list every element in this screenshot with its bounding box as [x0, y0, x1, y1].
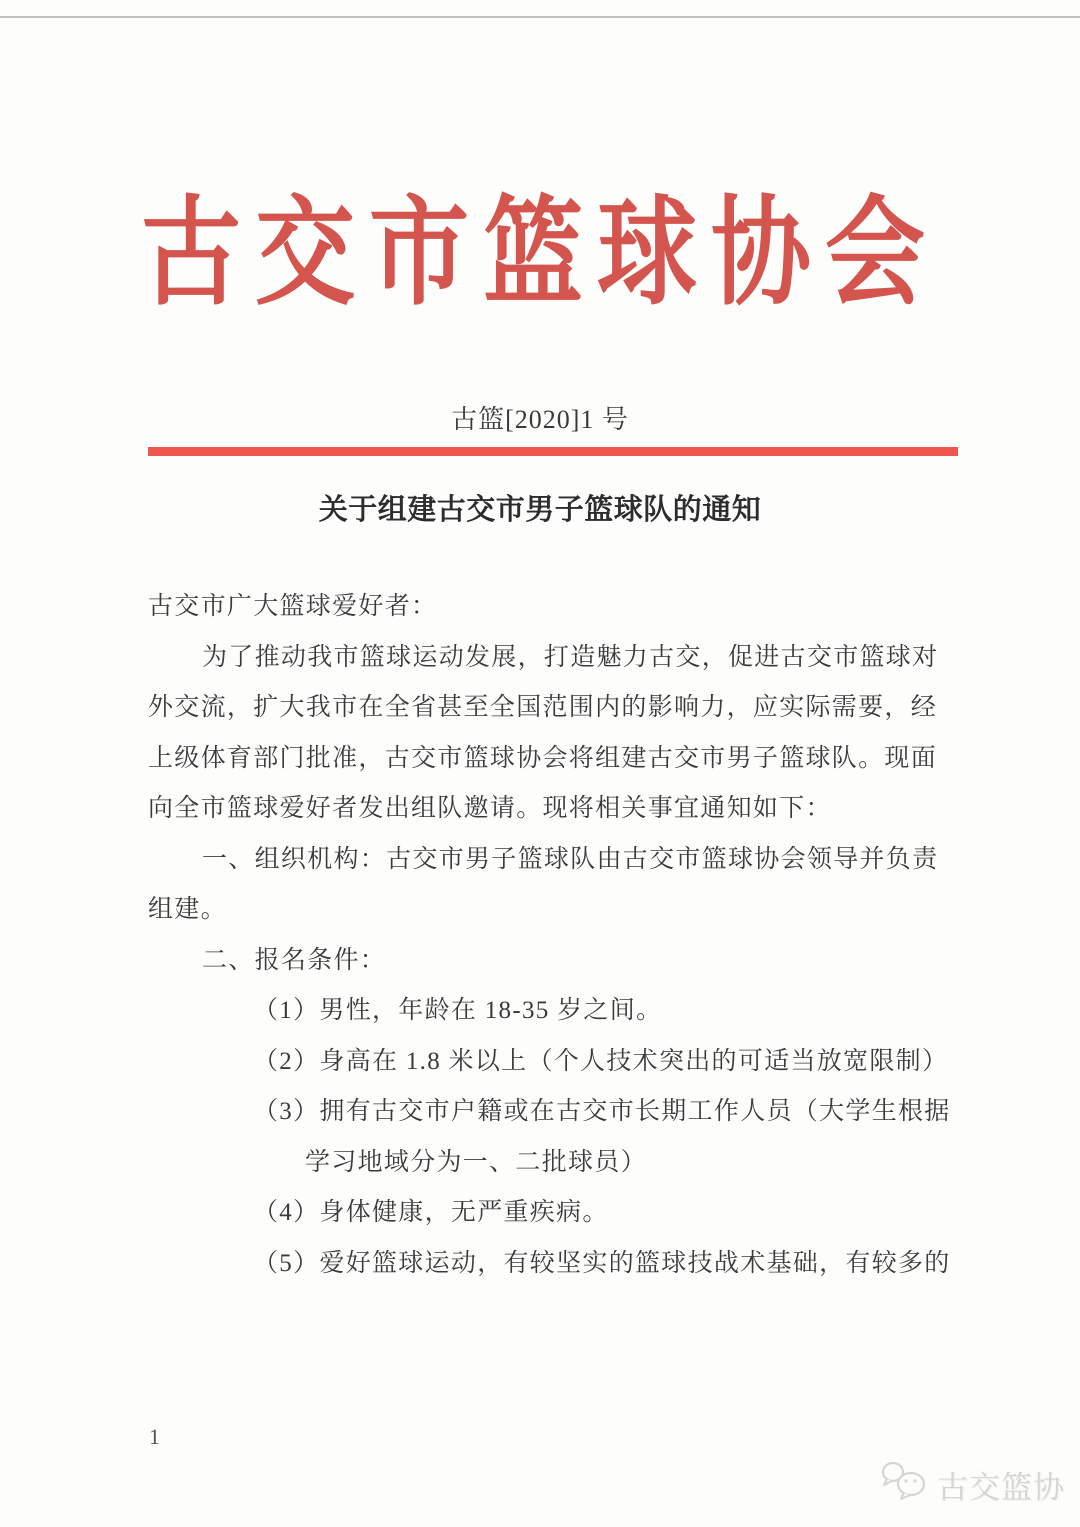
- wechat-icon: [880, 1459, 932, 1509]
- document-number: 古篮[2020]1 号: [451, 405, 629, 434]
- body-line: （1）男性，年龄在 18-35 岁之间。: [253, 997, 663, 1024]
- body-line: 二、报名条件：: [202, 946, 387, 974]
- body-line: 为了推动我市篮球运动发展，打造魅力古交，促进古交市篮球对: [202, 643, 939, 671]
- red-divider-line: [148, 447, 958, 456]
- body-line: 向全市篮球爱好者发出组队邀请。现将相关事宜通知如下：: [148, 795, 832, 822]
- document-body: [148, 582, 951, 1289]
- body-line: 古交市广大篮球爱好者：: [148, 593, 438, 620]
- body-line: （5）爱好篮球运动，有较坚实的篮球技战术基础，有较多的: [253, 1249, 951, 1277]
- body-line: 学习地域分为一、二批球员）: [305, 1148, 647, 1176]
- body-line: 一、组织机构：古交市男子篮球队由古交市篮球协会领导并负责: [202, 845, 939, 873]
- scan-edge-line: [0, 16, 1080, 18]
- body-line: 外交流，扩大我市在全省甚至全国范围内的影响力，应实际需要，经: [148, 694, 938, 721]
- body-line: 上级体育部门批准，古交市篮球协会将组建古交市男子篮球队。现面: [148, 744, 938, 772]
- body-line: 组建。: [148, 896, 227, 923]
- body-line: （3）拥有古交市户籍或在古交市长期工作人员（大学生根据: [253, 1098, 951, 1125]
- page-number: 1: [149, 1424, 160, 1449]
- wechat-watermark: [880, 1459, 1065, 1509]
- body-line: （4）身体健康，无严重疾病。: [253, 1199, 609, 1226]
- body-line: （2）身高在 1.8 米以上（个人技术突出的可适当放宽限制）: [253, 1047, 949, 1075]
- organization-letterhead-title: 古交市篮球协会: [141, 188, 939, 320]
- notice-title: 关于组建古交市男子篮球队的通知: [318, 494, 762, 526]
- watermark-label: 古交篮协: [937, 1469, 1065, 1505]
